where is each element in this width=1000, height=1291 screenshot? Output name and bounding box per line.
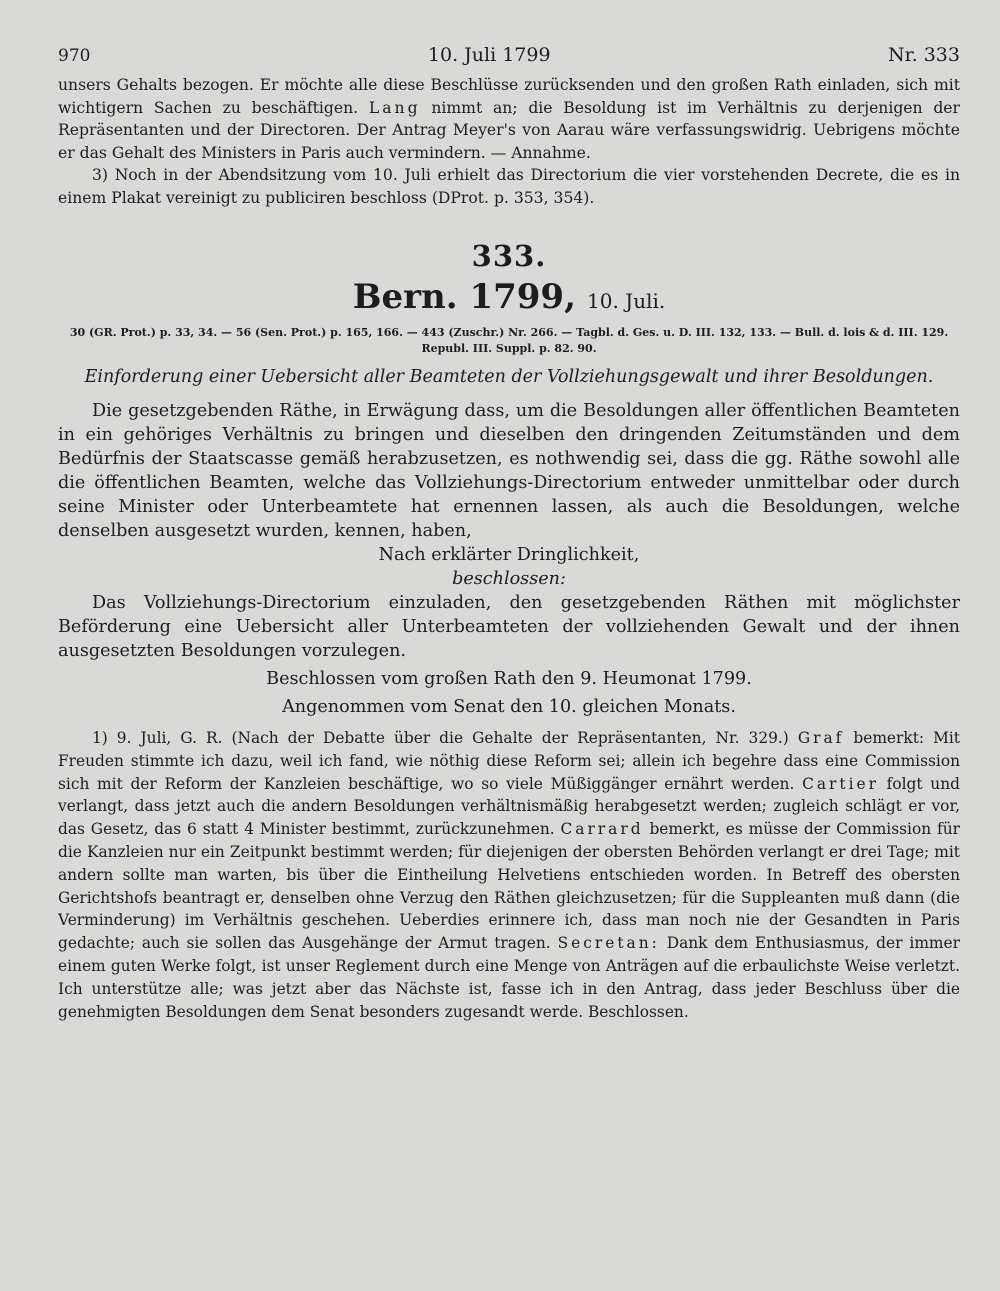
decree-preamble: Die gesetzgebenden Räthe, in Erwägung dass, um die Besoldungen aller öffentlichen Beamteten in ein gehöriges Verhältnis zu bringen und dieselben den dringenden Zeitumständen und dem Bedürfnis der Staatscasse gemäß herabzusetzen, es nothwendig sei, dass die gg. Räthe sowohl alle die öffentlichen Beamten, welche das Vollziehungs-Directorium entweder unmittelbar oder durch seine Minister oder Unterbeamtete hat ernennen lassen, als auch die Besoldungen, welche denselben ausgesetzt wurden, kennen, haben, bbox=[58, 401, 960, 541]
running-header bbox=[58, 44, 960, 74]
speaker-secretan: Secretan: bbox=[557, 934, 660, 953]
speaker-lang: Lang bbox=[368, 98, 421, 117]
note-carrard-text: bemerkt, es müsse der Commission für die Kanzleien nur ein Zeitpunkt bestimmt werden; für diejenigen der obersten Behörden verlangt er drei Tage; mit andern sollte man warten, bis über die Eintheilung Helvetiens entschieden worden. In Betreff des obersten Gerichtshofs beantragt er, denselben ohne Verzug den Räthen gleichzusetzen; für die Suppleanten muß dann (die Verminderung) im Verhältnis geschehen. Ueberdies erinnere ich, dass man noch nie der Gesandten in Paris gedachte; auch sie sollen das Ausgehänge der Armut tragen. bbox=[58, 820, 960, 953]
footnote-1 bbox=[58, 727, 960, 1023]
lang-text: nimmt an; die Besoldung ist im Verhältnis zu derjenigen der Repräsentanten und der Directoren. Der Antrag Meyer's von Aarau wäre verfassungswidrig. Uebrigens möchte er das Gehalt des Ministers in Paris auch vermindern. — Annahme. bbox=[58, 98, 960, 162]
footnote-3: 3) Noch in der Abendsitzung vom 10. Juli erhielt das Directorium die vier vorstehenden Decrete, die es in einem Plakat vereinigt zu publiciren beschloss (DProt. p. 353, 354). bbox=[58, 166, 960, 207]
continued-text: unsers Gehalts bezogen. Er möchte alle diese Beschlüsse zurücksenden und den großen Rath einladen, sich mit wichtigern Sachen zu beschäftigen. bbox=[58, 76, 960, 117]
place-date-line bbox=[58, 277, 960, 317]
speaker-cartier: Cartier bbox=[802, 774, 879, 793]
source-references bbox=[58, 325, 960, 357]
speaker-graf: Graf bbox=[797, 729, 845, 747]
document-date: 10. Juli. bbox=[587, 289, 666, 313]
note-intro: 1) 9. Juli, G. R. (Nach der Debatte über die Gehalte der Repräsentanten, Nr. 329.) bbox=[92, 729, 789, 747]
page-number: 970 bbox=[58, 46, 91, 66]
sources-line-1: 30 (GR. Prot.) p. 33, 34. — 56 (Sen. Prot.) p. 165, 166. — 443 (Zuschr.) Nr. 266. — Tagbl. d. Ges. u. D. III. 132, 133. — Bull. d. lois & d. III. 129. bbox=[69, 326, 949, 339]
decree-resolved: beschlossen: bbox=[452, 569, 566, 589]
note-cartier-text: folgt und verlangt, dass jetzt auch die andern Besoldungen verhältnismäßig herabgesetzt werden; zugleich schlägt er vor, das Gesetz, das 6 statt 4 Minister bestimmt, zurückzunehmen. bbox=[58, 774, 960, 839]
document-subject: Einforderung einer Uebersicht aller Beamteten der Vollziehungsgewalt und ihrer Besoldungen. bbox=[84, 367, 934, 387]
decree-decided: Beschlossen vom großen Rath den 9. Heumonat 1799. bbox=[266, 669, 752, 689]
header-date: 10. Juli 1799 bbox=[427, 44, 551, 66]
note-secretan-text: Dank dem Enthusiasmus, der immer einem guten Werke folgt, ist unser Reglement durch eine Menge von Anträgen auf die erbaulichste Weise verletzt. Ich unterstütze alle; was jetzt aber das Nächste ist, fasse ich in den Antrag, dass jeder Beschluss über die genehmigten Besoldungen dem Senat besonders zugesandt werde. Beschlossen. bbox=[58, 934, 960, 1021]
decree-resolution: Das Vollziehungs-Directorium einzuladen, den gesetzgebenden Räthen mit möglichster Beförderung eine Uebersicht aller Unterbeamteten der vollziehenden Gewalt und der ihnen ausgesetzten Besoldungen vorzulegen. bbox=[58, 593, 960, 661]
header-doc-ref: Nr. 333 bbox=[888, 44, 960, 66]
document-place: Bern. 1799, bbox=[352, 277, 576, 317]
continued-paragraph bbox=[58, 74, 960, 164]
sources-line-2: Republ. III. Suppl. p. 82. 90. bbox=[421, 342, 597, 355]
decree-urgency: Nach erklärter Dringlichkeit, bbox=[378, 545, 640, 565]
document-number: 333. bbox=[471, 239, 547, 273]
speaker-carrard: Carrard bbox=[560, 820, 644, 839]
decree-accepted: Angenommen vom Senat den 10. gleichen Monats. bbox=[282, 697, 736, 717]
note-graf-text: bemerkt: Mit Freuden stimmte ich dazu, weil ich fand, wie nöthig diese Reform sei; allein ich begehre dass eine Commission sich mit der Reform der Kanzleien beschäftige, wo so viele Müßiggänger ernährt werden. bbox=[58, 729, 960, 793]
